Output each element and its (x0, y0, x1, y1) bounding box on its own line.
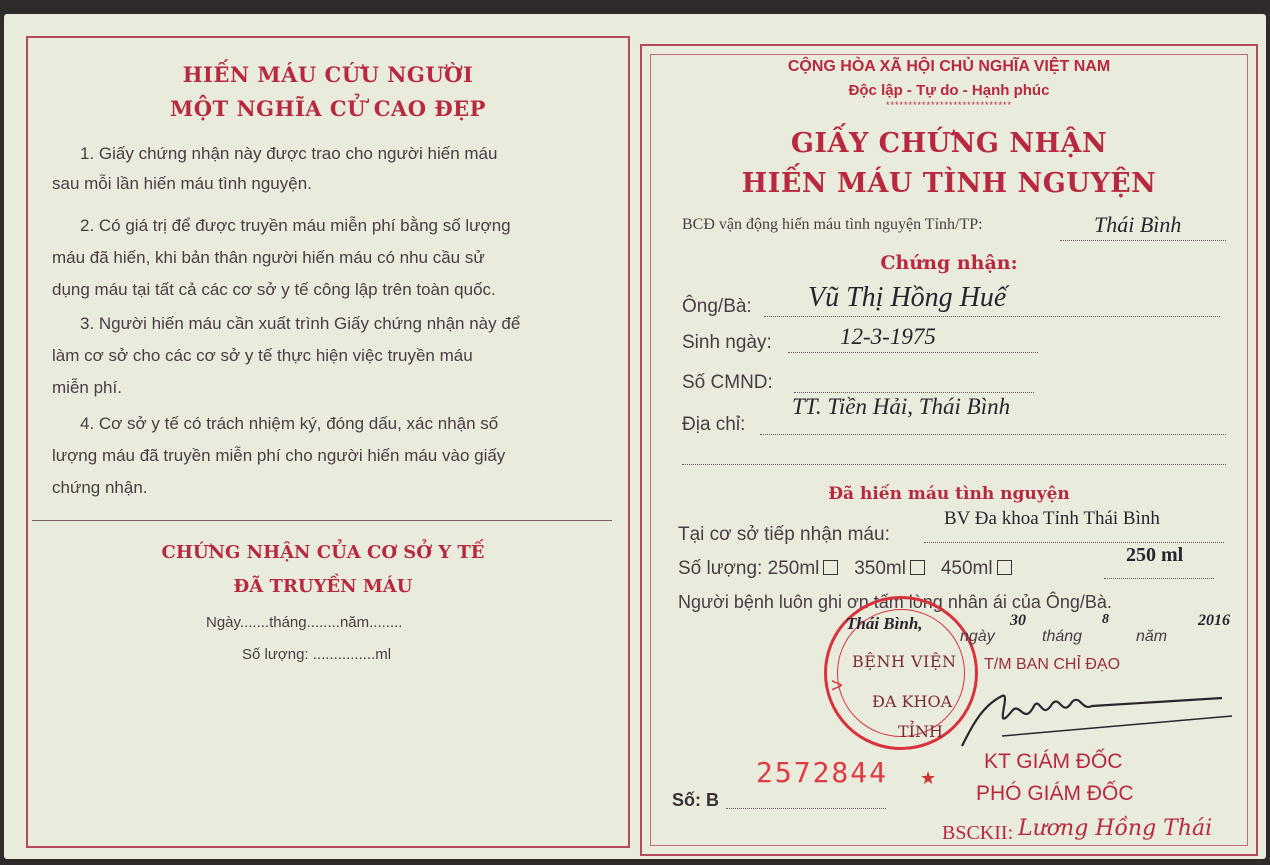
month-label: tháng (1042, 628, 1083, 645)
bcd-label: BCĐ vận động hiến máu tình nguyện Tỉnh/TP: (682, 216, 983, 233)
sign-place: Thái Bình, (846, 614, 923, 633)
committee-label: T/M BAN CHỈ ĐẠO (984, 656, 1121, 673)
opt-250: 250ml (767, 558, 820, 579)
year-label: năm (1136, 628, 1168, 645)
stamp-line-2: ĐA KHOA (872, 692, 953, 711)
quantity-label: Số lượng: (678, 558, 763, 579)
opt-450: 450ml (940, 558, 993, 579)
transfusion-date-line: Ngày.......tháng........năm........ (206, 614, 403, 631)
rule-line: sau mỗi lần hiến máu tình nguyện. (52, 174, 312, 193)
bcd-dotline (1060, 240, 1226, 242)
stamp-line-1: BỆNH VIỆN (852, 652, 957, 671)
year-value: 2016 (1198, 612, 1230, 629)
rule-line: máu đã hiến, khi bản thân người hiến máu có nhu cầu sử (52, 248, 485, 267)
rule-line: dụng máu tại tất cả các cơ sở y tế công lập trên toàn quốc. (52, 280, 496, 299)
signature-scribble (942, 666, 1232, 756)
bcd-value: Thái Bình (1094, 212, 1182, 237)
deputy-director: PHÓ GIÁM ĐỐC (976, 782, 1134, 805)
day-label: ngày (960, 628, 995, 645)
address-label: Địa chỉ: (682, 414, 746, 435)
serial-dotline (726, 808, 886, 810)
rule-line: 4. Cơ sở y tế có trách nhiệm ký, đóng dấu, xác nhận số (80, 414, 499, 433)
name-dotline (764, 316, 1220, 318)
divider (32, 520, 612, 521)
rule-line: 3. Người hiến máu cần xuất trình Giấy chứng nhận này để (80, 314, 521, 333)
left-title-2: MỘT NGHĨA CỬ CAO ĐẸP (170, 96, 486, 121)
stamp-line-3: TỈNH (898, 722, 943, 741)
signer-name: Lương Hồng Thái (1018, 816, 1213, 841)
rule-line: chứng nhận. (52, 478, 148, 497)
serial-number: 2572844 (756, 756, 889, 789)
checkbox-250[interactable] (823, 560, 838, 575)
rule-line: làm cơ sở cho các cơ sở y tế thực hiện việc truyền máu (52, 346, 473, 365)
stamp-star-icon: ★ (920, 768, 937, 788)
donated-heading: Đã hiến máu tình nguyện (828, 484, 1070, 504)
country-header: CỘNG HÒA XÃ HỘI CHỦ NGHĨA VIỆT NAM (787, 58, 1111, 75)
dob-value: 12-3-1975 (840, 324, 936, 349)
certificate-title-1: GIẤY CHỨNG NHẬN (790, 128, 1108, 159)
left-subtitle-1: CHỨNG NHẬN CỦA CƠ SỞ Y TẾ (161, 542, 485, 563)
rule-line: miễn phí. (52, 378, 122, 397)
address-dotline (760, 434, 1226, 436)
address-value: TT. Tiền Hải, Thái Bình (792, 394, 1011, 419)
certificate-card (4, 14, 1266, 859)
checkbox-350[interactable] (910, 560, 925, 575)
day-value: 30 (1010, 612, 1026, 629)
kt-director: KT GIÁM ĐỐC (984, 750, 1123, 773)
certificate-title-2: HIẾN MÁU TÌNH NGUYỆN (741, 168, 1157, 199)
address-dotline-2 (682, 464, 1226, 466)
dob-label: Sinh ngày: (682, 332, 772, 353)
facility-value: BV Đa khoa Tỉnh Thái Bình (944, 508, 1160, 529)
left-title-1: HIẾN MÁU CỨU NGƯỜI (182, 62, 474, 87)
serial-label: Số: B (672, 790, 719, 810)
name-value: Vũ Thị Hồng Huế (808, 282, 1007, 313)
name-label: Ông/Bà: (682, 296, 752, 317)
quantity-dotline (1104, 578, 1214, 580)
certify-label: Chứng nhận: (880, 252, 1018, 274)
signer-prefix: BSCKII: (942, 822, 1014, 844)
quantity-row (678, 558, 1012, 580)
rule-line: 2. Có giá trị để được truyền máu miễn phí bằng số lượng (80, 216, 511, 235)
facility-label: Tại cơ sở tiếp nhận máu: (678, 524, 890, 545)
thanks-line: Người bệnh luôn ghi ơn tấm lòng nhân ái của Ông/Bà. (678, 592, 1112, 612)
motto: Độc lập - Tự do - Hạnh phúc (848, 82, 1050, 99)
quantity-value: 250 ml (1126, 544, 1184, 566)
left-panel (26, 36, 630, 848)
stamp-chevron-icon: > (831, 675, 843, 697)
rule-line: 1. Giấy chứng nhận này được trao cho người hiến máu (80, 144, 498, 163)
opt-350: 350ml (854, 558, 906, 579)
id-label: Số CMND: (682, 372, 773, 393)
rule-line: lượng máu đã truyền miễn phí cho người hiến máu vào giấy (52, 446, 506, 465)
decorative-stars: **************************** (885, 100, 1013, 110)
dob-dotline (788, 352, 1038, 354)
month-value: 8 (1102, 612, 1109, 627)
checkbox-450[interactable] (997, 560, 1012, 575)
left-subtitle-2: ĐÃ TRUYỀN MÁU (233, 576, 413, 597)
transfusion-qty-line: Số lượng: ...............ml (242, 646, 392, 663)
right-panel (640, 44, 1258, 856)
